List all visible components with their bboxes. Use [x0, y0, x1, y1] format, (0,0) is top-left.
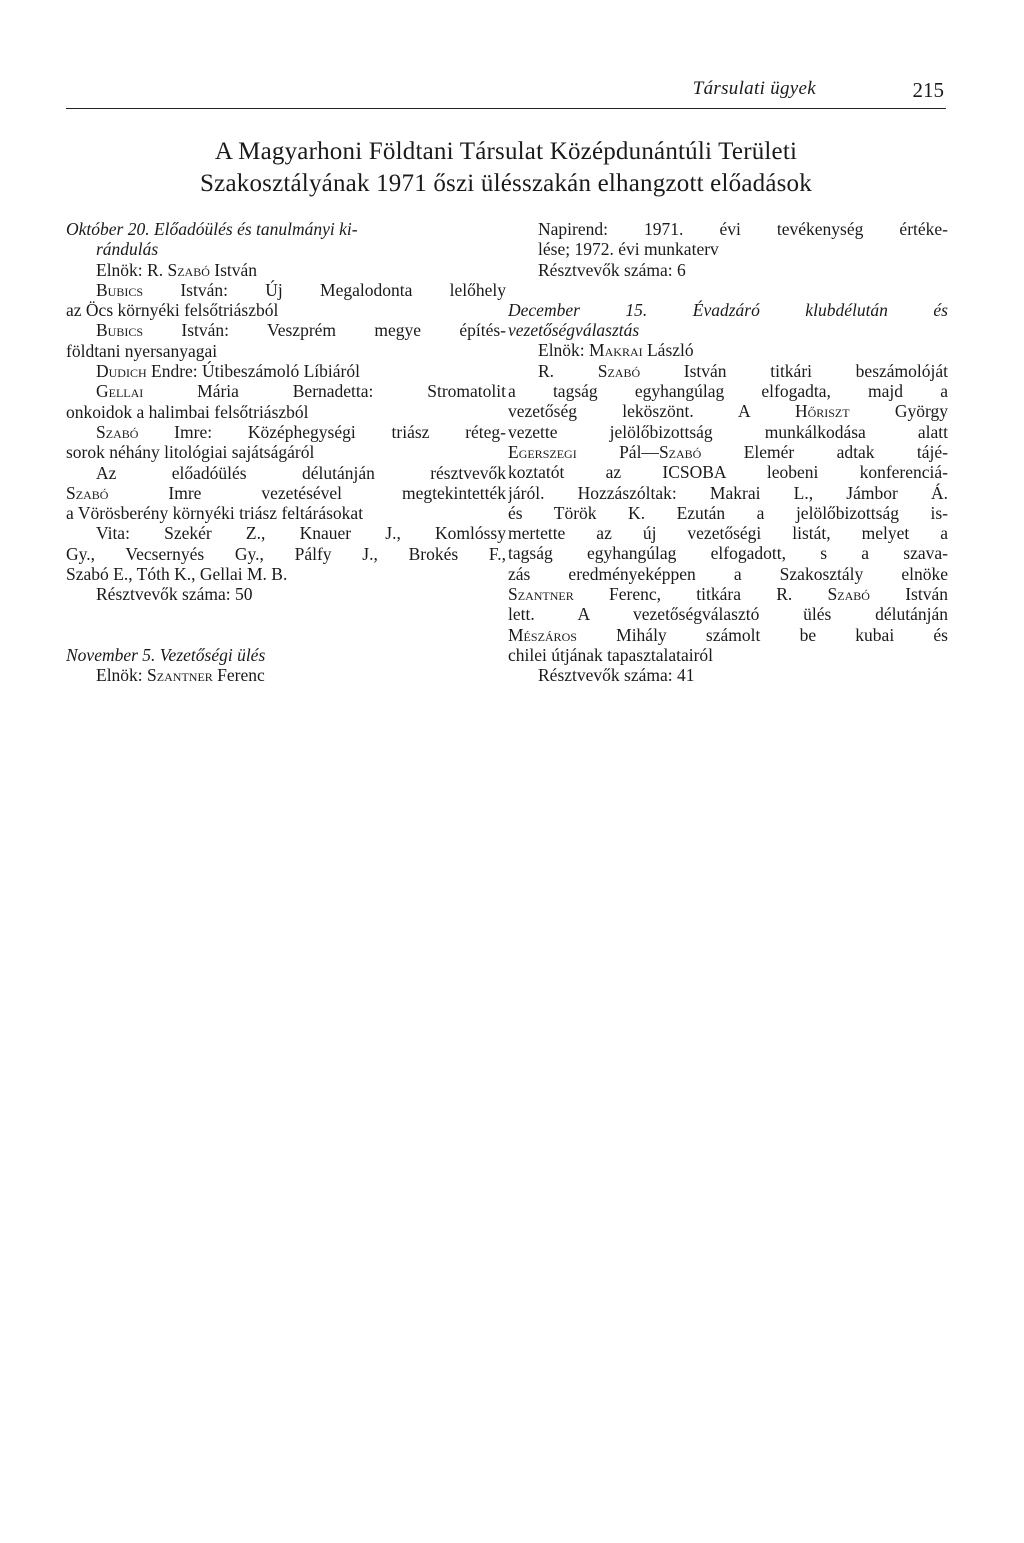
author-name: Szabó	[167, 259, 210, 280]
author-name: R. Szabó	[538, 360, 641, 381]
paragraph-text: István	[869, 584, 948, 605]
december-heading-cont: vezetőségválasztás	[508, 320, 640, 341]
december-chair	[508, 340, 948, 360]
author-name: Hőriszt	[794, 401, 850, 422]
afternoon-note: Az előadóülés délutánján résztvevők	[96, 462, 506, 483]
november-chair	[66, 665, 506, 685]
chair-label: Elnök:	[96, 664, 148, 685]
december-paragraph-line-10: tagság egyhangúlag elfogadott, s a szava-	[508, 543, 948, 564]
december-paragraph-line-5	[508, 442, 948, 462]
december-paragraph-line-4: vezette jelölőbizottság munkálkodása alatt	[508, 421, 948, 442]
october-participants: Résztvevők száma: 50	[96, 584, 253, 605]
page-number: 215	[912, 78, 944, 102]
november-agenda-cont: lése; 1972. évi munkaterv	[538, 239, 719, 260]
november-heading: November 5. Vezetőségi ülés	[66, 644, 266, 665]
author-name: Dudich	[96, 361, 147, 382]
author-name: Szabó	[96, 421, 139, 442]
discussion: Vita: Szekér Z., Knauer J., Komlóssy	[96, 523, 506, 544]
article-title-line-1: A Magyarhoni Földtani Társulat Középdunántúli Területi	[214, 138, 798, 165]
talk-3	[66, 361, 506, 381]
article-title	[66, 136, 946, 200]
december-paragraph-line-6: koztatót az ICSOBA leobeni konferenciá-	[508, 462, 948, 483]
october-chair	[66, 260, 506, 280]
author-name: Bubics	[96, 279, 144, 300]
author-name: Szantner	[508, 584, 574, 605]
right-column	[508, 219, 948, 686]
talk-text: Imre: Középhegységi triász réteg-	[138, 421, 506, 442]
author-name: Szabó	[66, 482, 109, 503]
october-heading-cont: rándulás	[96, 239, 159, 260]
talk-2	[66, 320, 506, 340]
december-paragraph-line-9: mertette az új vezetőségi listát, melyet a	[508, 523, 948, 544]
december-paragraph-line-14	[508, 625, 948, 645]
talk-text: István: Veszprém megye építés-	[143, 320, 506, 341]
left-column	[66, 219, 506, 685]
author-name: Egerszegi	[508, 441, 577, 462]
december-paragraph-line-3	[508, 401, 948, 421]
december-paragraph-line-15: chilei útjának tapasztalatairól	[508, 644, 714, 665]
author-name: R. Szabó	[776, 584, 870, 605]
author-name: Makrai	[589, 340, 643, 361]
talk-1	[66, 280, 506, 300]
paragraph-text: Elemér adtak tájé-	[701, 441, 948, 462]
talk-text: Mária Bernadetta: Stromatolit	[143, 381, 506, 402]
section-title: Társulati ügyek	[692, 78, 816, 99]
december-paragraph-line-1	[508, 361, 948, 381]
talk-text: István: Új Megalodonta lelőhely	[143, 279, 506, 300]
october-heading: Október 20. Előadóülés és tanulmányi ki-	[66, 219, 358, 239]
author-name: Bubics	[96, 320, 144, 341]
paragraph-text: Ferenc, titkára	[573, 584, 777, 605]
discussion-cont: Gy., Vecsernyés Gy., Pálfy J., Brokés F.,	[66, 543, 506, 564]
talk-4	[66, 381, 506, 401]
december-heading: December 15. Évadzáró klubdélután és	[508, 299, 948, 320]
paragraph-text: vezetőség leköszönt. A	[508, 401, 795, 422]
chair-suffix: István	[209, 259, 258, 280]
afternoon-note-cont	[66, 483, 506, 503]
november-agenda: Napirend: 1971. évi tevékenység értéke-	[538, 219, 948, 239]
article-title-line-2: Szakosztályának 1971 őszi ülésszakán elhangzott előadások	[200, 170, 812, 197]
november-participants: Résztvevők száma: 6	[538, 259, 686, 280]
paragraph-text: Mihály számolt be kubai és	[576, 624, 948, 645]
talk-5-cont: sorok néhány litológiai sajátságáról	[66, 442, 315, 463]
december-paragraph-line-13: lett. A vezetőségválasztó ülés délutánján	[508, 604, 948, 625]
talk-1-cont: az Öcs környéki felsőtriászból	[66, 300, 279, 321]
paragraph-text: György	[849, 401, 948, 422]
december-paragraph-line-2: a tagság egyhangúlag elfogadta, majd a	[508, 381, 948, 402]
december-paragraph-line-12	[508, 584, 948, 604]
chair-label: Elnök: R.	[96, 259, 168, 280]
december-paragraph-line-8: és Török K. Ezután a jelölőbizottság is-	[508, 502, 948, 523]
afternoon-note-end: a Vörösberény környéki triász feltárásokat	[66, 503, 364, 524]
talk-text: Endre: Útibeszámoló Líbiáról	[146, 361, 360, 382]
december-participants: Résztvevők száma: 41	[538, 665, 695, 686]
author-name: Gellai	[96, 381, 144, 402]
talk-5	[66, 422, 506, 442]
paragraph-text: Pál—	[576, 441, 659, 462]
chair-label: Elnök:	[538, 340, 590, 361]
author-name: Szabó	[658, 441, 702, 462]
author-name: Mészáros	[508, 624, 577, 645]
december-paragraph-line-7: járól. Hozzászóltak: Makrai L., Jámbor Á.	[508, 482, 948, 503]
running-head	[66, 74, 946, 109]
chair-suffix: Ferenc	[212, 664, 265, 685]
paragraph-text: István titkári beszámolóját	[640, 360, 948, 381]
chair-suffix: László	[642, 340, 694, 361]
afternoon-text: Imre vezetésével megtekintették	[108, 482, 506, 503]
talk-2-cont: földtani nyersanyagai	[66, 340, 218, 361]
talk-4-cont: onkoidok a halimbai felsőtriászból	[66, 401, 309, 422]
discussion-end: Szabó E., Tóth K., Gellai M. B.	[66, 564, 288, 585]
december-paragraph-line-11: zás eredményeképpen a Szakosztály elnöke	[508, 563, 948, 584]
author-name: Szantner	[147, 664, 213, 685]
